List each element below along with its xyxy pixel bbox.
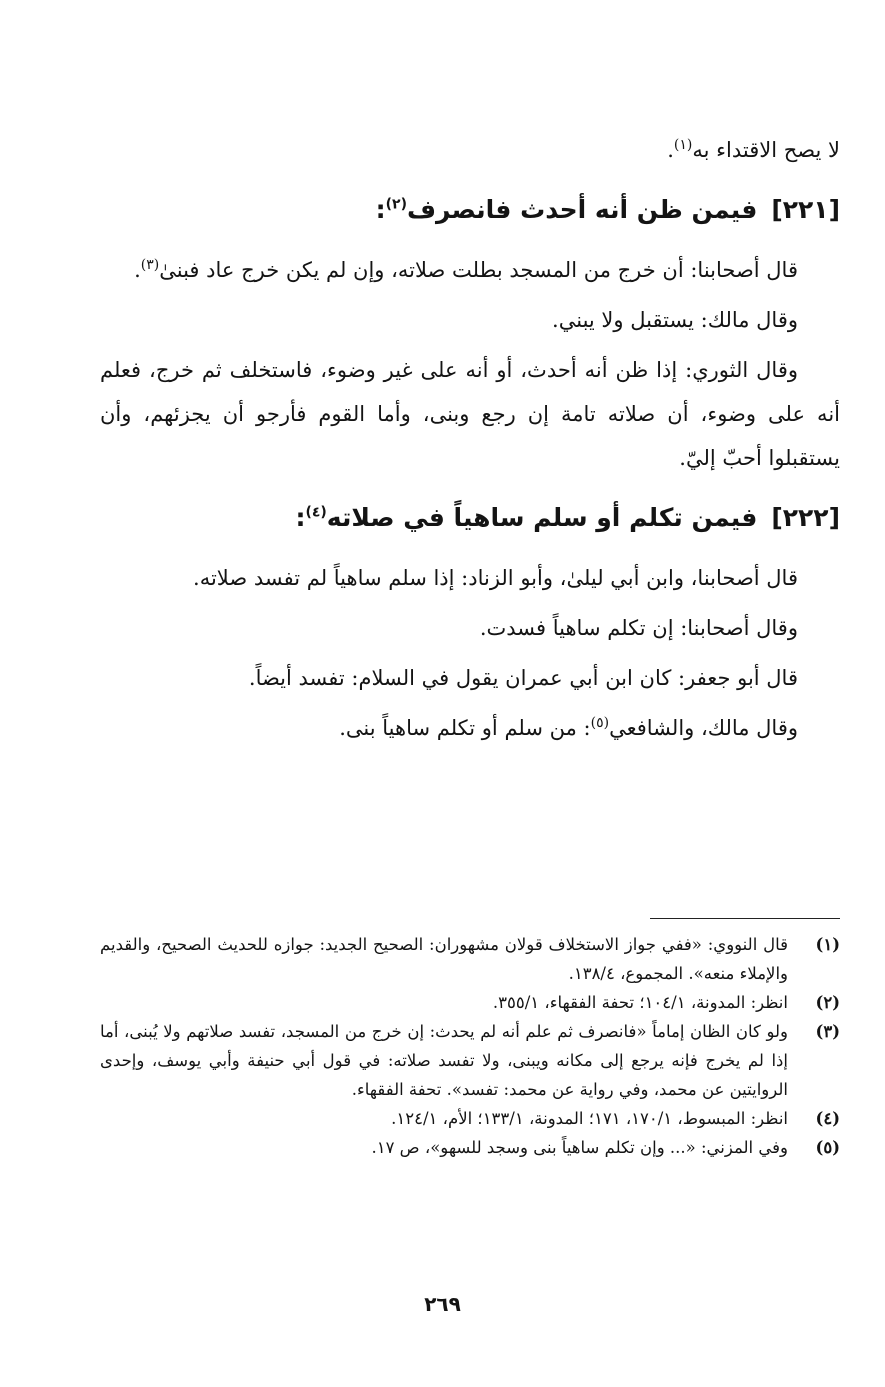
- paragraph: وقال مالك، والشافعي$^{(٥)}$: من سلم أو تكلم ساهياً بنى.: [339, 715, 798, 740]
- paragraph: وقال الثوري: إذا ظن أنه أحدث، أو أنه على غير وضوء، فاستخلف ثم خرج، فعلم أنه على وضوء، أن صلاته تامة إن رجع وبنى، وأما القوم فأرجو أن يجزئهم، وأن يستقبلوا أحبّ إليّ.: [100, 358, 840, 470]
- section-title: فيمن تكلم أو سلم ساهياً في صلاته: [326, 503, 758, 532]
- section-title: فيمن ظن أنه أحدث فانصرف: [407, 195, 758, 224]
- paragraph: قال أصحابنا، وابن أبي ليلىٰ، وأبو الزناد: إذا سلم ساهياً لم تفسد صلاته.: [193, 566, 798, 590]
- footnotes: [100, 930, 840, 1162]
- footnote-text: ولو كان الظان إماماً «فانصرف ثم علم أنه لم يحدث: إن خرج من المسجد، تفسد صلاتهم ولا يُبنى، أما إذا لم يخرج فإنه يرجع إلى مكانه ويبنى، ولا تفسد صلاته: في قول أبي حنيفة وأبي يوسف، وإحدى الروايتين عن محمد، وفي رواية عن محمد: تفسد». تحفة الفقهاء.: [100, 1022, 788, 1099]
- section-number: [٢٢١]: [771, 195, 840, 224]
- footnote-ref-2: (٢): [385, 196, 407, 213]
- footnote-separator: [650, 918, 840, 919]
- footnote-ref-1: (١): [673, 137, 693, 153]
- main-text: [100, 128, 840, 750]
- footnote-label: (٥): [815, 1138, 840, 1157]
- footnote-text: انظر: المدونة، ١٠٤/١؛ تحفة الفقهاء، ٣٥٥/١.: [492, 993, 788, 1012]
- footnote-ref-4: (٤): [305, 504, 327, 521]
- footnote-text: قال النووي: «ففي جواز الاستخلاف قولان مشهوران: الصحيح الجديد: جوازه للحديث الصحيح، والقديم والإملاء منعه». المجموع، ١٣٨/٤.: [100, 935, 788, 983]
- paragraph: وقال مالك: يستقبل ولا يبني.: [552, 308, 798, 332]
- section-heading-222: [٢٢٢]فيمن تكلم أو سلم ساهياً في صلاته$^{(٤)}$:: [295, 503, 840, 532]
- page-number: ٢٦٩: [424, 1292, 461, 1316]
- footnote-ref-3: (٣): [140, 257, 160, 273]
- footnote-3: [100, 1017, 840, 1104]
- footnote-ref-5: (٥): [590, 715, 610, 731]
- paragraph: قال أبو جعفر: كان ابن أبي عمران يقول في السلام: تفسد أيضاً.: [248, 666, 798, 690]
- footnote-2: [100, 988, 840, 1017]
- footnote-4: [100, 1104, 840, 1133]
- footnote-text: انظر: المبسوط، ١٧٠/١، ١٧١؛ المدونة، ١٣٣/١؛ الأم، ١٢٤/١.: [391, 1109, 788, 1128]
- footnote-label: (١): [815, 935, 840, 954]
- footnote-5: [100, 1133, 840, 1162]
- paragraph-continuation: لا يصح الاقتداء به$^{(١)}$.: [667, 137, 840, 162]
- paragraph: قال أصحابنا: أن خرج من المسجد بطلت صلاته، وإن لم يكن خرج عاد فبنىٰ$^{(٣)}$.: [134, 257, 798, 282]
- section-heading-221: [٢٢١]فيمن ظن أنه أحدث فانصرف$^{(٢)}$:: [375, 195, 840, 224]
- footnote-label: (٢): [815, 993, 840, 1012]
- footnote-label: (٣): [815, 1022, 840, 1041]
- section-number: [٢٢٢]: [771, 503, 840, 532]
- footnote-1: [100, 930, 840, 988]
- footnote-label: (٤): [815, 1109, 840, 1128]
- footnote-text: وفي المزني: «... وإن تكلم ساهياً بنى وسجد للسهو»، ص ١٧.: [371, 1138, 788, 1157]
- paragraph: وقال أصحابنا: إن تكلم ساهياً فسدت.: [479, 616, 798, 640]
